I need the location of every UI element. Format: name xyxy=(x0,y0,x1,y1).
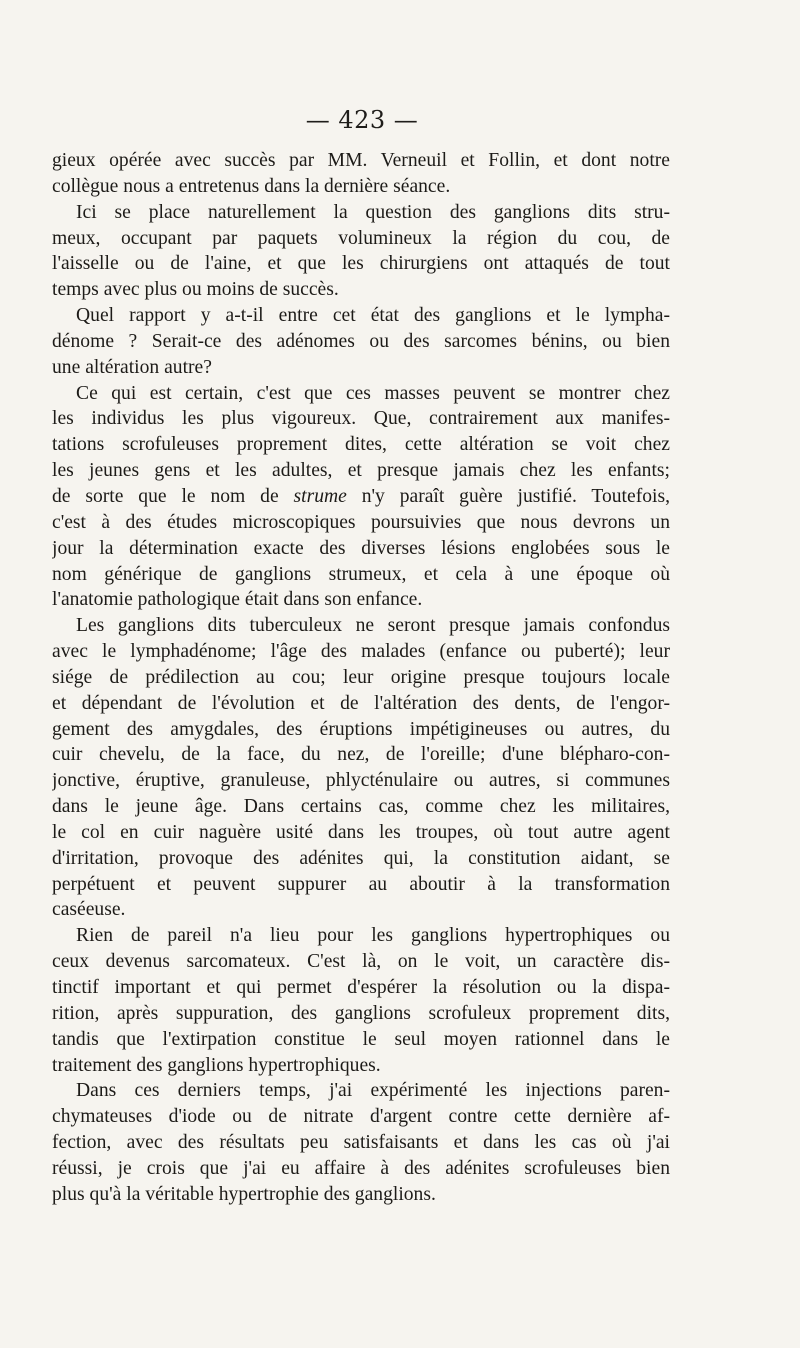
text-line: chymateuses d'iode ou de nitrate d'argent contre cette dernière af- xyxy=(52,1106,670,1128)
page-number: — 423 — xyxy=(305,106,419,134)
text-line: fection, avec des résultats peu satisfaisants et dans les cas où j'ai xyxy=(52,1132,670,1154)
paragraph xyxy=(52,1078,670,1207)
paragraph xyxy=(52,923,670,1078)
text-line: les jeunes gens et les adultes, et presque jamais chez les enfants; xyxy=(52,460,670,482)
text-line: gement des amygdales, des éruptions impétigineuses ou autres, du xyxy=(52,718,670,740)
text-line: avec le lymphadénome; l'âge des malades (enfance ou puberté); leur xyxy=(52,641,670,663)
text-line: Quel rapport y a-t-il entre cet état des ganglions et le lympha- xyxy=(76,305,670,327)
text-line: tations scrofuleuses proprement dites, cette altération se voit chez xyxy=(52,434,670,456)
text-line: d'irritation, provoque des adénites qui, la constitution aidant, se xyxy=(52,847,670,869)
text-line: perpétuent et peuvent suppurer au aboutir à la transformation xyxy=(52,873,670,895)
text-line: dans le jeune âge. Dans certains cas, comme chez les militaires, xyxy=(52,796,670,818)
text-line: Ici se place naturellement la question des ganglions dits stru- xyxy=(76,201,670,223)
text-line: meux, occupant par paquets volumineux la région du cou, de xyxy=(52,227,670,249)
text-line: collègue nous a entretenus dans la dernière séance. xyxy=(52,175,451,197)
paragraph xyxy=(52,200,670,303)
text-line: le col en cuir naguère usité dans les troupes, où tout autre agent xyxy=(52,821,670,843)
text-line: les individus les plus vigoureux. Que, contrairement aux manifes- xyxy=(52,408,670,430)
text-line: Rien de pareil n'a lieu pour les ganglions hypertrophiques ou xyxy=(76,925,670,947)
text-line: temps avec plus ou moins de succès. xyxy=(52,279,339,301)
emphasis: strume xyxy=(293,485,347,507)
text-line: Dans ces derniers temps, j'ai expérimenté les injections paren- xyxy=(76,1080,670,1102)
text-line: ceux devenus sarcomateux. C'est là, on le voit, un caractère dis- xyxy=(52,951,670,973)
paragraph xyxy=(52,303,670,381)
body-text xyxy=(52,148,670,1208)
text-line: et dépendant de l'évolution et de l'altération des dents, de l'engor- xyxy=(52,692,670,714)
text-line: l'anatomie pathologique était dans son enfance. xyxy=(52,589,423,611)
paragraph xyxy=(52,613,670,923)
text-line: cuir chevelu, de la face, du nez, de l'oreille; d'une blépharo-con- xyxy=(52,744,670,766)
text-line: jour la détermination exacte des diverses lésions englobées sous le xyxy=(52,537,670,559)
text-line: tinctif important et qui permet d'espérer la résolution ou la dispa- xyxy=(52,977,670,998)
paragraph xyxy=(52,381,670,614)
text-line: jonctive, éruptive, granuleuse, phlycténulaire ou autres, si communes xyxy=(52,770,670,792)
text-line: dénome ? Serait-ce des adénomes ou des sarcomes bénins, ou bien xyxy=(52,330,670,352)
text-line: siége de prédilection au cou; leur origine presque toujours locale xyxy=(52,666,670,688)
text-line: Les ganglions dits tuberculeux ne seront presque jamais confondus xyxy=(76,615,670,637)
paragraph xyxy=(52,148,670,200)
text-line: traitement des ganglions hypertrophiques. xyxy=(52,1054,381,1076)
text-line: nom générique de ganglions strumeux, et cela à une époque où xyxy=(52,563,670,585)
text-line: une altération autre? xyxy=(52,356,212,378)
text-line: tandis que l'extirpation constitue le seul moyen rationnel dans le xyxy=(52,1028,670,1050)
text-line: Ce qui est certain, c'est que ces masses peuvent se montrer chez xyxy=(76,382,670,404)
text-line: c'est à des études microscopiques poursuivies que nous devrons un xyxy=(52,511,670,533)
text-line: rition, après suppuration, des ganglions scrofuleux proprement dits, xyxy=(52,1002,670,1024)
text-line: gieux opérée avec succès par MM. Verneuil et Follin, et dont notre xyxy=(52,150,670,171)
text-line: réussi, je crois que j'ai eu affaire à des adénites scrofuleuses bien xyxy=(52,1157,670,1179)
text-line: plus qu'à la véritable hypertrophie des ganglions. xyxy=(52,1183,436,1205)
text-line: caséeuse. xyxy=(52,899,126,921)
text-line: de sorte que le nom de strume n'y paraît guère justifié. Toutefois, xyxy=(52,485,670,507)
text-line: l'aisselle ou de l'aine, et que les chirurgiens ont attaqués de tout xyxy=(52,253,670,275)
